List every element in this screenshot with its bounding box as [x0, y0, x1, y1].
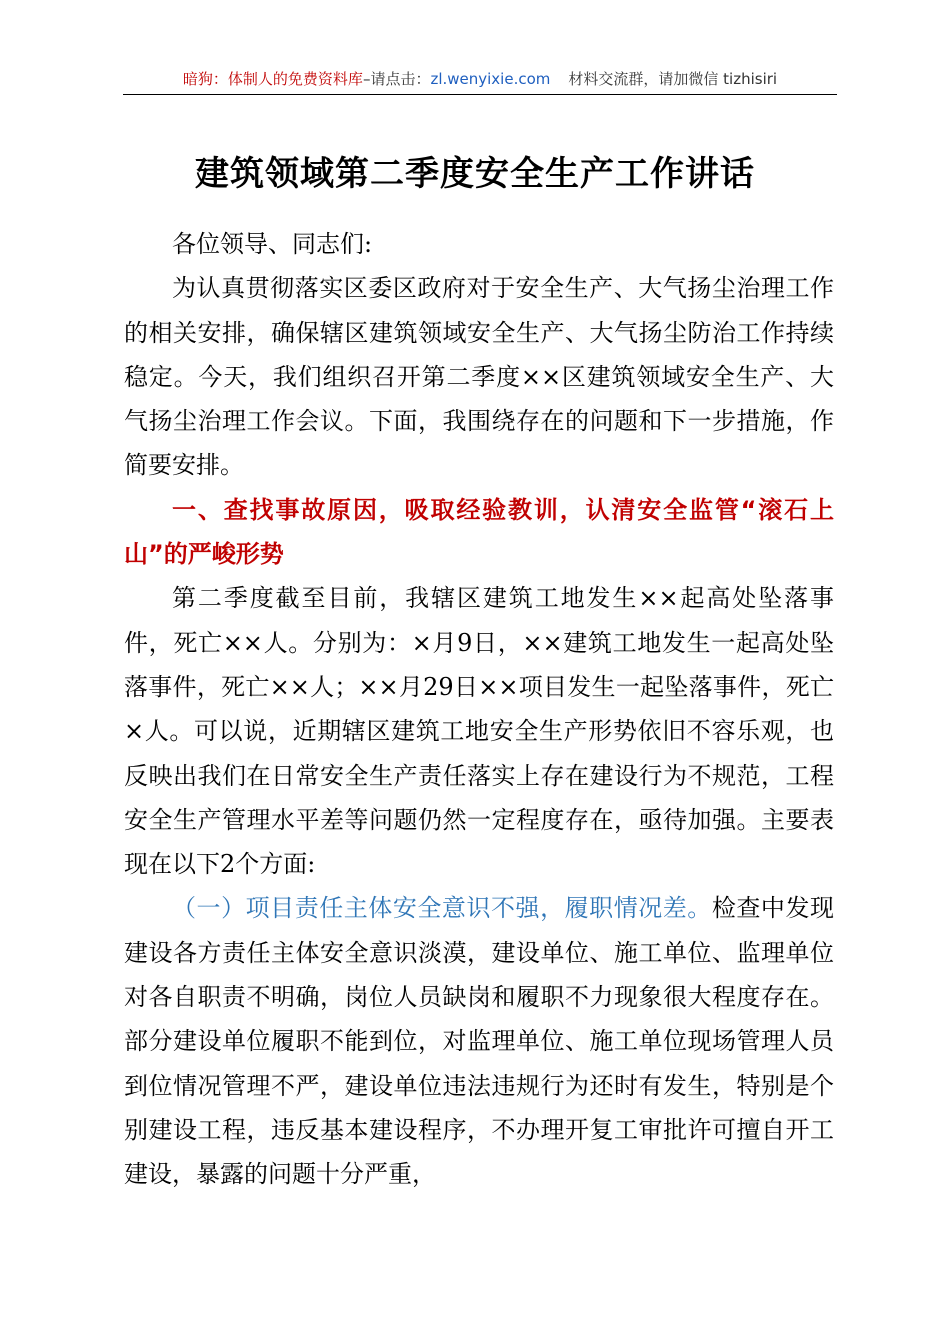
- section1-paragraph: 第二季度截至目前，我辖区建筑工地发生××起高处坠落事件，死亡××人。分别为：×月9日，××建筑工地发生一起高处坠落事件，死亡××人；××月29日××项目发生一起坠落事件，死亡×人。可以说，近期辖区建筑工地安全生产形势依旧不容乐观，也反映出我们在日常安全生产责任落实上存在建设行为不规范，工程安全生产管理水平差等问题仍然一定程度存在，亟待加强。主要表现在以下2个方面:: [124, 584, 834, 879]
- header-promo-left: 暗狗：体制人的免费资料库: [182, 70, 363, 88]
- subsection1-heading: （一）项目责任主体安全意识不强，履职情况差。: [172, 894, 712, 923]
- intro-paragraph: 为认真贯彻落实区委区政府对于安全生产、大气扬尘治理工作的相关安排，确保辖区建筑领域安全生产、大气扬尘防治工作持续稳定。今天，我们组织召开第二季度××区建筑领域安全生产、大气扬尘治理工作会议。下面，我围绕存在的问题和下一步措施，作简要安排。: [124, 274, 834, 480]
- header-promo-right: 材料交流群，请加微信 tizhisiri: [568, 70, 778, 88]
- subsection1-body: 检查中发现建设各方责任主体安全意识淡漠，建设单位、施工单位、监理单位对各自职责不明确，岗位人员缺岗和履职不力现象很大程度存在。部分建设单位履职不能到位，对监理单位、施工单位现场管理人员到位情况管理不严，建设单位违法违规行为还时有发生，特别是个别建设工程，违反基本建设程序，不办理开复工审批许可擅自开工建设，暴露的问题十分严重，: [124, 894, 835, 1189]
- document-body: [124, 222, 834, 1197]
- subsection1-paragraph: [124, 886, 834, 1196]
- document-title: 建筑领域第二季度安全生产工作讲话: [195, 154, 755, 194]
- salutation: 各位领导、同志们:: [172, 230, 373, 258]
- section1-heading: 一、查找事故原因，吸取经验教训，认清安全监管“滚石上山”的严峻形势: [124, 495, 834, 569]
- header-url-link[interactable]: zl.wenyixie.com: [430, 70, 551, 88]
- header-promo-click: –请点击：: [362, 70, 431, 88]
- page-header: [123, 66, 837, 95]
